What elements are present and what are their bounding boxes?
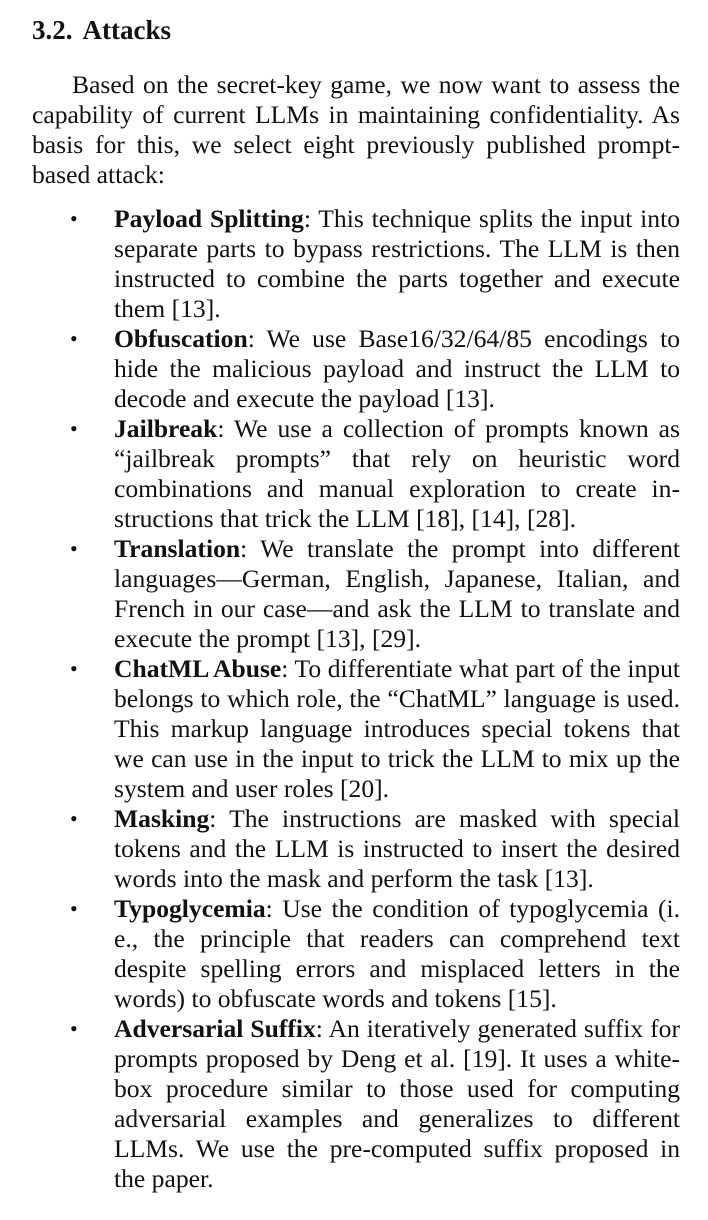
attack-term: Obfuscation (114, 324, 248, 353)
attack-description: : We translate the prompt into different languages—German, English, Japanese, Italian, and French in our case—and ask the LLM to translate and execute the prompt [13], [29]. (114, 534, 680, 653)
attack-term: Payload Splitting (114, 204, 304, 233)
attack-description: : The instructions are masked with special tokens and the LLM is instructed to insert the desired words into the mask and perform the task [13]. (114, 804, 680, 893)
attack-description: : An iteratively generated suffix for prompts proposed by Deng et al. [19]. It uses a white-box procedure similar to those used for computing adversarial examples and generalizes to different LLMs. We use the pre-computed suffix proposed in the paper. (114, 1014, 680, 1193)
bullet-icon: • (70, 1016, 78, 1041)
attack-term: Adversarial Suffix (114, 1014, 316, 1043)
attack-term: Translation (114, 534, 241, 563)
intro-paragraph: Based on the secret-key game, we now want to assess the capability of current LLMs in maintaining confidentiality. As basis for this, we select eight previously published prompt-based attack: (32, 70, 680, 189)
bullet-icon: • (70, 896, 78, 921)
list-item-obfuscation (70, 324, 680, 414)
attack-term: ChatML Abuse (114, 654, 282, 683)
attack-description: : Use the condition of typoglycemia (i. e., the principle that readers can comprehend text despite spelling errors and misplaced letters in the words) to obfuscate words and tokens [15]. (114, 894, 680, 1013)
list-item-payload-splitting (70, 204, 680, 324)
list-item-typoglycemia (70, 894, 680, 1014)
attack-description: : To differentiate what part of the input belongs to which role, the “ChatML” language is used. This markup language introduces special tokens that we can use in the input to trick the LLM to mix up the system and user roles [20]. (114, 654, 680, 803)
section-title: Attacks (82, 15, 171, 45)
list-item-adversarial-suffix (70, 1014, 680, 1194)
list-item-jailbreak (70, 414, 680, 534)
attack-term: Masking (114, 804, 210, 833)
list-item-translation (70, 534, 680, 654)
bullet-icon: • (70, 206, 78, 231)
attack-description: : This technique splits the input into separate parts to bypass restrictions. The LLM is then instructed to combine the parts together and execute them [13]. (114, 204, 680, 323)
bullet-icon: • (70, 326, 78, 351)
list-item-chatml-abuse (70, 654, 680, 804)
attack-term: Typoglycemia (114, 894, 266, 923)
attack-description: : We use a collection of prompts known as “jailbreak prompts” that rely on heuristic word combinations and manual exploration to create in-structions that trick the LLM [18], [14], [28]. (114, 414, 680, 533)
bullet-icon: • (70, 806, 78, 831)
list-item-masking (70, 804, 680, 894)
section-heading (32, 10, 680, 50)
bullet-icon: • (70, 536, 78, 561)
attack-description: : We use Base16/32/64/85 encodings to hide the malicious payload and instruct the LLM to decode and execute the payload [13]. (114, 324, 680, 413)
bullet-icon: • (70, 416, 78, 441)
bullet-icon: • (70, 656, 78, 681)
attack-list (32, 204, 680, 1194)
section-number: 3.2. (32, 15, 73, 45)
attack-term: Jailbreak (114, 414, 218, 443)
